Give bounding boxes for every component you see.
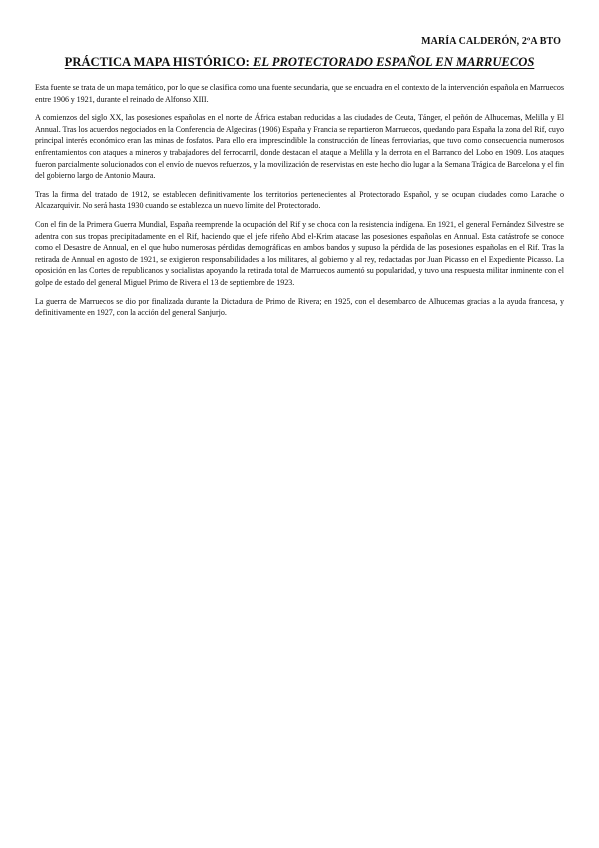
author-line: MARÍA CALDERÓN, 2ºA BTO: [421, 36, 561, 47]
paragraph-annual: Con el fin de la Primera Guerra Mundial, España reemprende la ocupación del Rif y se choca con la resistencia indígena. En 1921, el general Fernández Silvestre se adentra con sus tropas precipitadamente en el Rif, haciendo que el jefe rifeño Abd el-Krim atacase las posesiones españolas en Annual. Esta catástrofe se conoce como el Desastre de Annual, en el que hubo numerosas pérdidas demográficas en ambos bandos y supuso la pérdida de las posesiones españolas en el Rif. Tras la retirada de Annual en agosto de 1921, se exigieron responsabilidades a los militares, al gobierno y al rey, redactadas por Juan Picasso en el Expediente Picasso. La oposición en las Cortes de republicanos y socialistas apoyando la retirada total de Marruecos aumentó su popularidad, y tuvo una respuesta militar inminente con el golpe de estado del general Miguel Primo de Rivera el 13 de septiembre de 1923.: [35, 219, 564, 287]
title-main: PRÁCTICA MAPA HISTÓRICO:: [64, 55, 250, 69]
paragraph-context: A comienzos del siglo XX, las posesiones españolas en el norte de África estaban reducidas a las ciudades de Ceuta, Tánger, el peñón de Alhucemas, Melilla y El Annual. Tras los acuerdos negociados en la Conferencia de Algeciras (1906) España y Francia se repartieron Marruecos, quedando para España la zona del Rif, cuyo principal interés económico eran las minas de fosfatos. Para ello era imprescindible la construcción de líneas ferroviarias, que tuvo como consecuencia numerosos enfrentamientos con ataques a mineros y trabajadores del ferrocarril, donde destacan el ataque a Melilla y la derrota en el Barranco del Lobo en 1909. Los ataques fueron parcialmente solucionados con el envío de nuevos refuerzos, y la movilización de reservistas en este hecho dio lugar a la Semana Trágica de Barcelona y el fin del gobierno largo de Antonio Maura.: [35, 113, 564, 181]
paragraph-treaty-1912: Tras la firma del tratado de 1912, se establecen definitivamente los territorios pertenecientes al Protectorado Español, y se ocupan ciudades como Larache o Alcazarquivir. No será hasta 1930 cuando se establezca un nuevo límite del Protectorado.: [35, 189, 564, 211]
paragraph-conclusion: La guerra de Marruecos se dio por finalizada durante la Dictadura de Primo de Rivera; en 1925, con el desembarco de Alhucemas gracias a la ayuda francesa, y definitivamente en 1927, con la acción del general Sanjurjo.: [35, 296, 564, 318]
title-subtitle: EL PROTECTORADO ESPAÑOL EN MARRUECOS: [253, 55, 535, 69]
document-title: [0, 55, 599, 70]
document-body: [35, 82, 564, 326]
paragraph-intro: Esta fuente se trata de un mapa temático, por lo que se clasifica como una fuente secundaria, que se encuadra en el contexto de la intervención española en Marruecos entre 1906 y 1921, durante el reinado de Alfonso XIII.: [35, 83, 564, 104]
